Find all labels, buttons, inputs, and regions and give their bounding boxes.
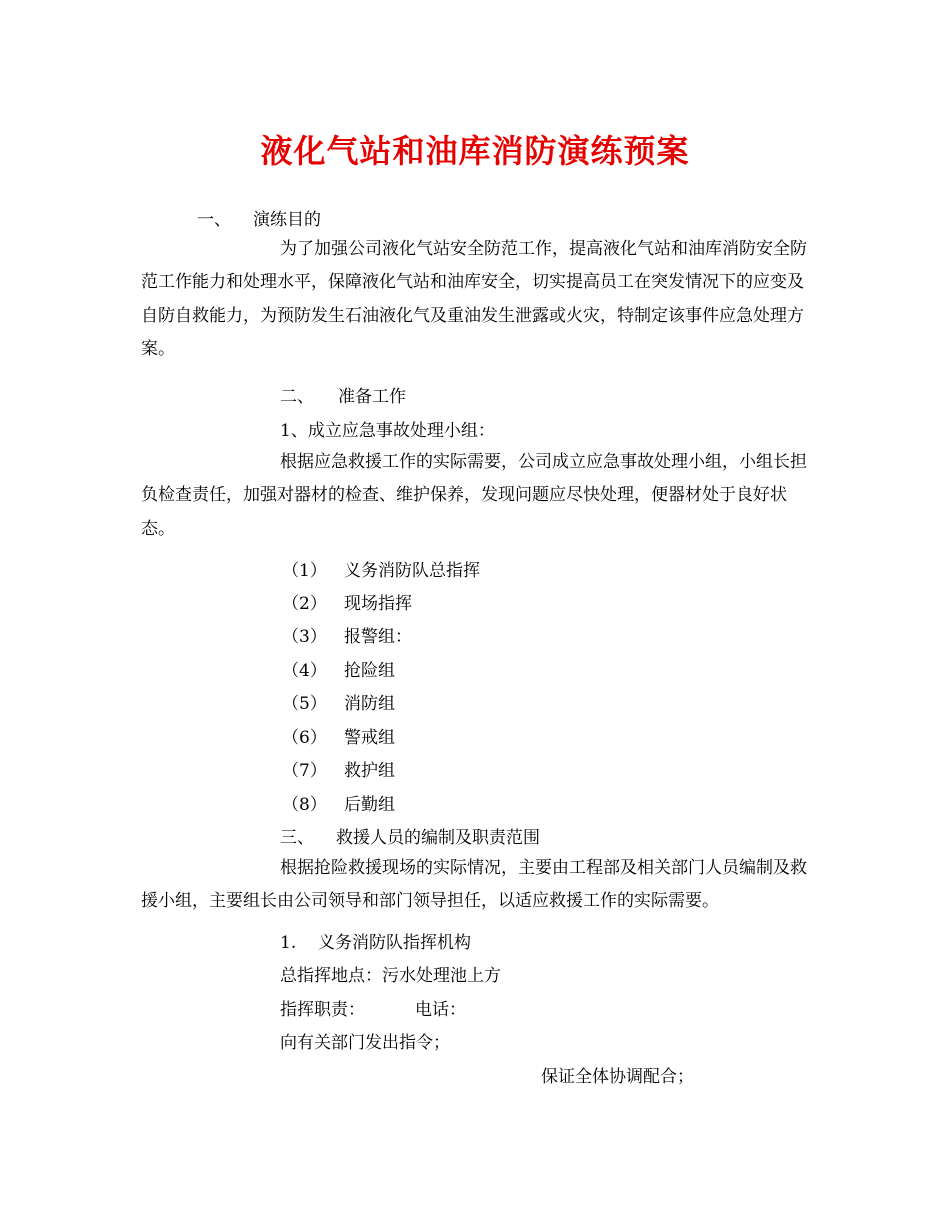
paragraph-preparation: 根据应急救援工作的实际需要，公司成立应急事故处理小组，小组长担负检查责任，加强对器材的检查、维护保养，发现问题应尽快处理，便器材处于良好状态。 — [141, 452, 807, 539]
item-label: 现场指挥 — [344, 594, 412, 614]
command-coordination: 保证全体协调配合； — [541, 1067, 694, 1087]
item-label: 后勤组 — [344, 795, 395, 815]
list-item — [282, 795, 395, 815]
subheading-emergency-team: 1、成立应急事故处理小组： — [280, 421, 495, 441]
document-title: 液化气站和油库消防演练预案 — [260, 132, 690, 170]
paragraph-staffing: 根据抢险救援现场的实际情况，主要由工程部及相关部门人员编制及救援小组，主要组长由公司领导和部门领导担任，以适应救援工作的实际需要。 — [141, 858, 807, 912]
item-label: 警戒组 — [344, 728, 395, 748]
item-number: （4） — [282, 661, 327, 681]
duty-label: 指挥职责： — [280, 1000, 365, 1020]
section-number: 一、 — [197, 210, 231, 230]
list-item — [282, 594, 412, 614]
command-location: 总指挥地点：污水处理池上方 — [280, 966, 501, 986]
command-order: 向有关部门发出指令； — [280, 1033, 450, 1053]
list-item — [282, 761, 395, 781]
item-label: 抢险组 — [344, 661, 395, 681]
section-label: 准备工作 — [338, 387, 406, 407]
item-number: （6） — [282, 728, 327, 748]
section-heading-2 — [280, 387, 406, 407]
item-label: 救护组 — [344, 761, 395, 781]
list-item — [282, 728, 395, 748]
item-label: 消防组 — [344, 694, 395, 714]
subheading-command — [280, 933, 471, 953]
section-number: 二、 — [280, 387, 314, 407]
item-number: （7） — [282, 761, 327, 781]
item-label: 义务消防队指挥机构 — [318, 933, 471, 953]
command-duty — [280, 1000, 466, 1020]
item-number: （5） — [282, 694, 327, 714]
item-label: 义务消防队总指挥 — [344, 561, 480, 581]
section-heading-3 — [280, 828, 540, 848]
section-number: 三、 — [280, 828, 314, 848]
list-item — [282, 661, 395, 681]
item-number: （1） — [282, 561, 327, 581]
list-item — [282, 694, 395, 714]
section-label: 救援人员的编制及职责范围 — [336, 828, 540, 848]
section-label: 演练目的 — [253, 210, 321, 230]
section-heading-1 — [197, 210, 321, 230]
list-item — [282, 561, 480, 581]
item-number: （2） — [282, 594, 327, 614]
item-number: （3） — [282, 627, 327, 647]
paragraph-purpose: 为了加强公司液化气站安全防范工作，提高液化气站和油库消防安全防范工作能力和处理水平，保障液化气站和油库安全，切实提高员工在突发情况下的应变及自防自救能力，为预防发生石油液化气及重油发生泄露或火灾，特制定该事件应急处理方案。 — [141, 239, 807, 360]
item-number: 1. — [280, 933, 297, 953]
item-label: 报警组： — [344, 627, 412, 647]
list-item — [282, 627, 412, 647]
item-number: （8） — [282, 795, 327, 815]
phone-label: 电话： — [415, 1000, 466, 1020]
